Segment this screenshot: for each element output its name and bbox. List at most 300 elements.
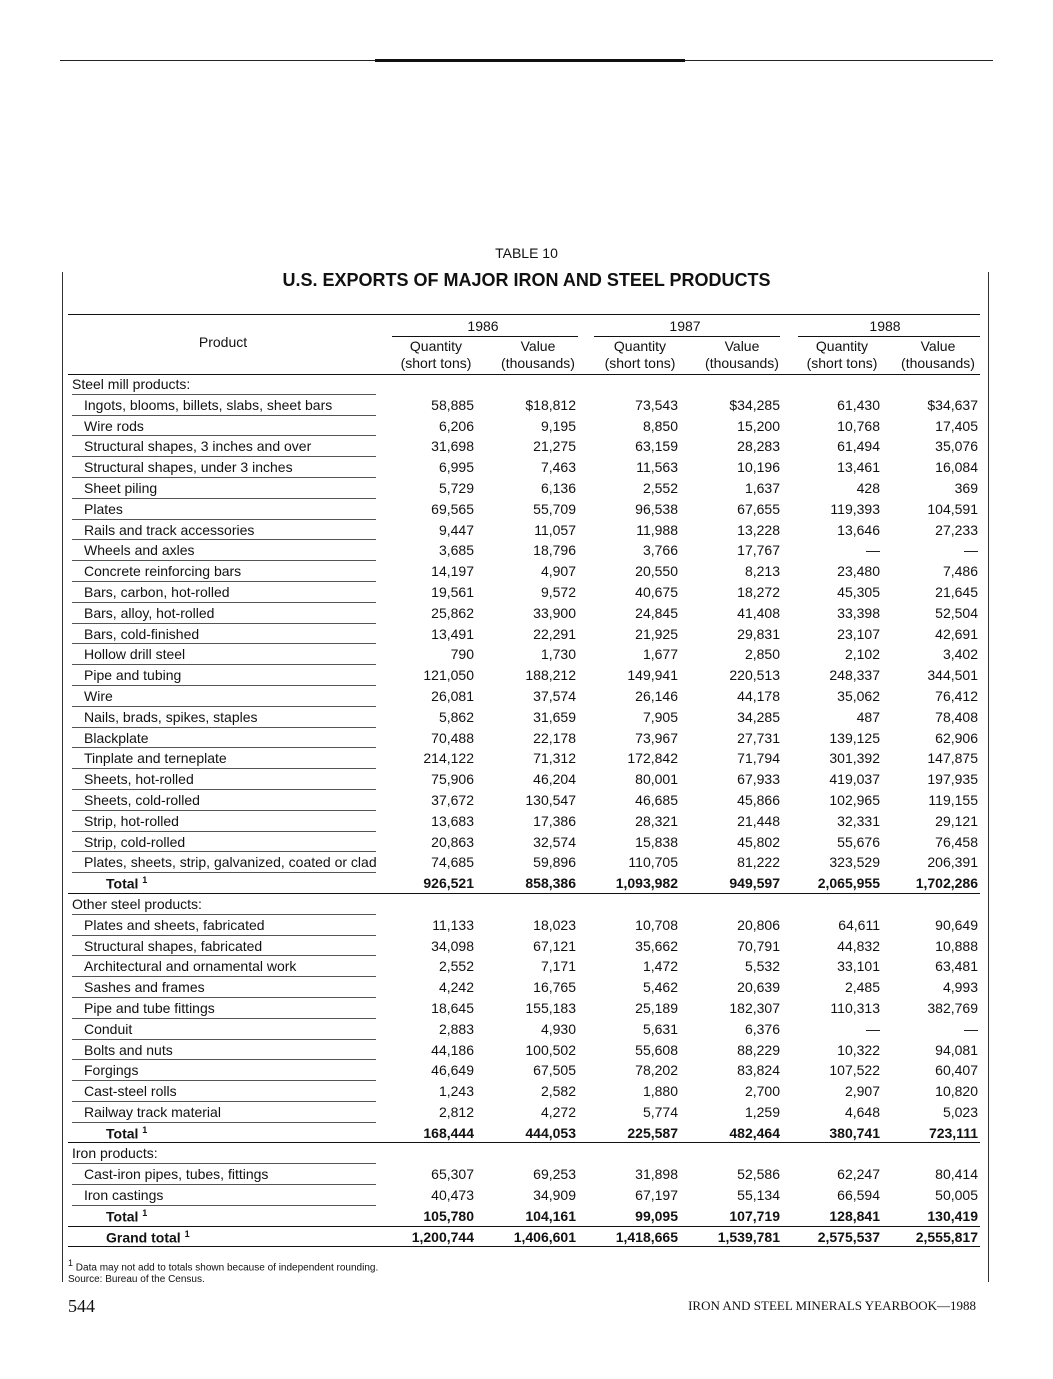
total-row (68, 873, 980, 894)
row-cell: 9,572 (540, 583, 576, 600)
row-cell: 42,691 (935, 625, 978, 642)
row-cell: 2,883 (438, 1020, 474, 1037)
row-cell: 11,563 (636, 459, 678, 476)
row-cell: 20,806 (737, 916, 780, 933)
row-cell: 18,796 (533, 542, 576, 559)
row-cell: 21,645 (935, 583, 978, 600)
table-row (68, 499, 980, 520)
row-cell: 40,473 (431, 1187, 474, 1204)
row-cell: 13,683 (431, 812, 474, 829)
row-cell: 10,820 (935, 1083, 978, 1100)
row-cell: 96,538 (635, 500, 678, 517)
row-cell: 301,392 (829, 750, 880, 767)
row-cell: 5,862 (438, 708, 474, 725)
row-cell: 147,875 (927, 750, 978, 767)
footnote: $^1$ Data may not add to totals shown because of independent rounding. (68, 1258, 379, 1274)
row-cell: 69,253 (533, 1166, 576, 1183)
row-cell: 33,900 (533, 604, 576, 621)
row-cell: 59,896 (533, 854, 576, 871)
row-cell: 33,398 (837, 604, 880, 621)
table-row (68, 790, 980, 811)
row-cell: 11,057 (534, 521, 576, 538)
row-cell: 13,461 (837, 459, 880, 476)
row-label: Concrete reinforcing bars (84, 563, 242, 580)
row-cell: 182,307 (729, 999, 780, 1016)
source-note: Source: Bureau of the Census. (68, 1274, 205, 1285)
row-cell: 55,608 (635, 1041, 678, 1058)
row-cell: 4,907 (540, 563, 576, 580)
table-row (68, 956, 980, 977)
row-cell: 14,197 (431, 563, 474, 580)
row-cell: 723,111 (928, 1124, 978, 1141)
table-row (68, 624, 980, 645)
row-cell: 5,729 (438, 479, 474, 496)
row-cell: 8,850 (642, 417, 678, 434)
row-cell: 4,993 (942, 979, 978, 996)
table-row (68, 1185, 980, 1206)
row-cell: 1,702,286 (915, 875, 978, 892)
row-label: Total $^1$ (106, 1207, 148, 1225)
row-cell: 105,780 (423, 1207, 474, 1224)
table-row (68, 457, 980, 478)
row-cell: 2,582 (540, 1083, 576, 1100)
row-label: Bolts and nuts (84, 1041, 173, 1058)
table-row (68, 977, 980, 998)
row-cell: 19,561 (431, 583, 474, 600)
row-label: Nails, brads, spikes, staples (84, 708, 258, 725)
row-cell: 44,178 (737, 687, 780, 704)
row-cell: 13,646 (837, 521, 880, 538)
row-cell: 7,463 (540, 459, 576, 476)
row-cell: 78,408 (935, 708, 978, 725)
row-cell: — (866, 1020, 880, 1037)
right-margin-rule (988, 272, 989, 1282)
row-cell: 83,824 (737, 1062, 780, 1079)
row-label: Bars, cold-finished (84, 625, 200, 642)
row-cell: 206,391 (927, 854, 978, 871)
row-cell: 58,885 (431, 396, 474, 413)
row-label: Strip, hot-rolled (84, 812, 179, 829)
row-cell: 33,101 (837, 958, 880, 975)
row-cell: 46,649 (431, 1062, 474, 1079)
top-rule-thick (375, 59, 685, 62)
row-label: Ingots, blooms, billets, slabs, sheet bars (84, 396, 333, 413)
row-cell: 9,447 (438, 521, 474, 538)
row-cell: 107,719 (729, 1207, 780, 1224)
row-cell: 225,587 (627, 1124, 678, 1141)
row-cell: 419,037 (829, 771, 880, 788)
row-cell: 949,597 (729, 875, 780, 892)
row-cell: 344,501 (927, 667, 978, 684)
table-row (68, 769, 980, 790)
row-cell: 128,841 (829, 1207, 880, 1224)
row-cell: 220,513 (729, 667, 780, 684)
row-cell: 32,331 (837, 812, 880, 829)
row-label: Tinplate and terneplate (84, 750, 227, 767)
row-cell: 428 (856, 479, 880, 496)
row-cell: 80,414 (935, 1166, 978, 1183)
left-margin-rule (62, 272, 63, 1282)
row-cell: 88,229 (737, 1041, 780, 1058)
row-cell: 62,906 (935, 729, 978, 746)
table-row (68, 915, 980, 936)
row-cell: 26,146 (635, 687, 678, 704)
row-cell: 15,200 (737, 417, 780, 434)
row-cell: 34,285 (737, 708, 780, 725)
row-cell: 2,485 (844, 979, 880, 996)
row-cell: 67,655 (737, 500, 780, 517)
row-cell: 149,941 (627, 667, 678, 684)
row-cell: 4,242 (438, 979, 474, 996)
row-cell: 23,480 (837, 563, 880, 580)
row-cell: 55,134 (737, 1187, 780, 1204)
row-cell: 76,458 (935, 833, 978, 850)
page-number: 544 (68, 1296, 95, 1316)
row-cell: 22,291 (533, 625, 576, 642)
row-cell: 16,765 (533, 979, 576, 996)
row-cell: 64,611 (838, 916, 880, 933)
row-cell: 10,888 (935, 937, 978, 954)
table-row (68, 1081, 980, 1102)
row-cell: 24,845 (635, 604, 678, 621)
row-label: Cast-steel rolls (84, 1083, 177, 1100)
row-cell: 27,233 (935, 521, 978, 538)
table-label: TABLE 10 (495, 245, 558, 261)
row-cell: 16,084 (935, 459, 978, 476)
table-body (68, 374, 980, 1247)
row-label: Total $^1$ (106, 1124, 148, 1142)
row-cell: 10,196 (737, 459, 780, 476)
header-year-1986: 1986 (467, 318, 499, 334)
row-cell: 1,259 (744, 1103, 780, 1120)
row-cell: 104,591 (927, 500, 978, 517)
row-cell: 37,574 (533, 687, 576, 704)
table-row (68, 603, 980, 624)
row-cell: 155,183 (525, 999, 576, 1016)
row-cell: 46,685 (635, 791, 678, 808)
table-row (68, 520, 980, 541)
row-cell: 35,062 (837, 687, 880, 704)
row-label: Grand total $^1$ (106, 1228, 190, 1246)
row-cell: $34,637 (927, 396, 978, 413)
row-cell: 2,102 (844, 646, 880, 663)
row-cell: 130,419 (927, 1207, 978, 1224)
row-label: Bars, carbon, hot-rolled (84, 583, 230, 600)
row-cell: 74,685 (431, 854, 474, 871)
row-cell: 26,081 (431, 687, 474, 704)
section-row (68, 894, 980, 915)
row-label: Pipe and tubing (84, 667, 182, 684)
table-row (68, 1040, 980, 1061)
row-cell: 69,565 (431, 500, 474, 517)
row-label: Wheels and axles (84, 542, 195, 559)
row-label: Other steel products: (72, 895, 202, 912)
row-label: Architectural and ornamental work (84, 958, 297, 975)
row-cell: 22,178 (533, 729, 576, 746)
row-cell: — (866, 542, 880, 559)
row-cell: 2,552 (642, 479, 678, 496)
row-cell: 35,662 (635, 937, 678, 954)
row-cell: 18,645 (431, 999, 474, 1016)
row-cell: 3,402 (942, 646, 978, 663)
row-cell: 369 (954, 479, 978, 496)
table-row (68, 811, 980, 832)
row-cell: 17,767 (737, 542, 780, 559)
header-value-1987: Value (thousands) (705, 338, 779, 371)
row-cell: 4,648 (844, 1103, 880, 1120)
row-cell: 139,125 (829, 729, 880, 746)
row-cell: 13,228 (737, 521, 780, 538)
row-cell: 1,243 (438, 1083, 474, 1100)
row-cell: 10,322 (837, 1041, 880, 1058)
row-cell: 76,412 (935, 687, 978, 704)
header-year-rule-1987 (594, 336, 780, 337)
row-cell: 790 (450, 646, 474, 663)
row-label: Structural shapes, under 3 inches (84, 459, 293, 476)
row-cell: 107,522 (829, 1062, 880, 1079)
row-label: Hollow drill steel (84, 646, 186, 663)
row-cell: 104,161 (525, 1207, 576, 1224)
table-row (68, 436, 980, 457)
row-cell: 25,189 (635, 999, 678, 1016)
row-cell: 110,705 (628, 854, 678, 871)
row-label: Sheets, hot-rolled (84, 771, 194, 788)
table-row (68, 936, 980, 957)
row-cell: 32,574 (533, 833, 576, 850)
row-label: Steel mill products: (72, 376, 191, 392)
row-cell: 248,337 (829, 667, 880, 684)
row-cell: 34,098 (431, 937, 474, 954)
row-cell: 121,050 (423, 667, 474, 684)
header-value-1986: Value (thousands) (501, 338, 575, 371)
row-cell: 13,491 (431, 625, 474, 642)
header-quantity-1987: Quantity (short tons) (604, 338, 676, 371)
row-label: Structural shapes, 3 inches and over (84, 438, 312, 455)
row-cell: 130,547 (525, 791, 576, 808)
table-row (68, 1164, 980, 1185)
row-cell: 1,539,781 (717, 1228, 780, 1245)
row-cell: 55,709 (533, 500, 576, 517)
row-label: Wire rods (84, 417, 144, 434)
table-title: U.S. EXPORTS OF MAJOR IRON AND STEEL PRODUCTS (282, 270, 771, 290)
running-footer: IRON AND STEEL MINERALS YEARBOOK—1988 (688, 1298, 976, 1313)
row-label: Wire (84, 687, 113, 704)
row-label: Sheet piling (84, 479, 158, 496)
table-row (68, 728, 980, 749)
total-row (68, 1206, 980, 1227)
row-cell: 31,898 (635, 1166, 678, 1183)
row-cell: 6,376 (744, 1020, 780, 1037)
row-cell: 55,676 (837, 833, 880, 850)
row-label: Sashes and frames (84, 979, 205, 996)
row-cell: 45,305 (837, 583, 880, 600)
row-cell: 1,200,744 (411, 1228, 474, 1245)
row-label: Bars, alloy, hot-rolled (84, 604, 215, 621)
row-cell: 11,133 (432, 916, 474, 933)
row-label: Plates and sheets, fabricated (84, 916, 265, 933)
row-cell: 6,995 (438, 459, 474, 476)
row-cell: 73,967 (635, 729, 678, 746)
row-label: Cast-iron pipes, tubes, fittings (84, 1166, 269, 1183)
row-cell: 214,122 (423, 750, 474, 767)
row-cell: 21,275 (533, 438, 576, 455)
row-cell: 29,121 (935, 812, 978, 829)
row-label: Rails and track accessories (84, 521, 255, 538)
row-cell: 168,444 (423, 1124, 474, 1141)
total-row (68, 1123, 980, 1144)
row-cell: 78,202 (635, 1062, 678, 1079)
row-cell: 3,685 (438, 542, 474, 559)
row-cell: 28,321 (635, 812, 678, 829)
row-cell: 487 (856, 708, 880, 725)
row-cell: 71,312 (533, 750, 576, 767)
row-cell: 46,204 (533, 771, 576, 788)
row-cell: 44,832 (837, 937, 880, 954)
row-cell: 2,700 (744, 1083, 780, 1100)
section-row (68, 374, 980, 395)
row-rule (68, 1246, 980, 1247)
row-cell: 323,529 (829, 854, 880, 871)
table-row (68, 748, 980, 769)
table-row (68, 1019, 980, 1040)
row-cell: 99,095 (635, 1207, 678, 1224)
row-cell: 1,880 (642, 1083, 678, 1100)
row-cell: 2,812 (438, 1103, 474, 1120)
row-cell: 7,905 (642, 708, 678, 725)
header-value-1988: Value (thousands) (901, 338, 975, 371)
row-label: Railway track material (84, 1103, 221, 1120)
row-cell: 197,935 (927, 771, 978, 788)
row-cell: — (964, 1020, 978, 1037)
table-row (68, 832, 980, 853)
row-label: Iron castings (84, 1187, 164, 1204)
row-label: Structural shapes, fabricated (84, 937, 263, 954)
row-cell: 67,121 (533, 937, 576, 954)
row-cell: 1,418,665 (615, 1228, 678, 1245)
row-cell: 2,065,955 (817, 875, 880, 892)
row-cell: 50,005 (935, 1187, 978, 1204)
row-cell: 29,831 (737, 625, 780, 642)
row-cell: 20,550 (635, 563, 678, 580)
row-cell: 31,698 (431, 438, 474, 455)
row-cell: 1,406,601 (513, 1228, 576, 1245)
row-cell: 5,023 (942, 1103, 978, 1120)
row-cell: 15,838 (635, 833, 678, 850)
row-cell: 61,494 (837, 438, 880, 455)
row-cell: 80,001 (635, 771, 678, 788)
row-cell: 62,247 (837, 1166, 880, 1183)
row-cell: 52,504 (935, 604, 978, 621)
row-cell: 61,430 (837, 396, 880, 413)
row-cell: 45,802 (737, 833, 780, 850)
row-cell: 34,909 (533, 1187, 576, 1204)
table-row (68, 644, 980, 665)
table-row (68, 1102, 980, 1123)
row-cell: 45,866 (737, 791, 780, 808)
row-cell: 1,637 (744, 479, 780, 496)
row-cell: 10,768 (837, 417, 880, 434)
row-cell: 5,774 (642, 1103, 678, 1120)
row-cell: 444,053 (525, 1124, 576, 1141)
row-cell: 17,405 (935, 417, 978, 434)
row-cell: 3,766 (642, 542, 678, 559)
row-cell: 20,639 (737, 979, 780, 996)
header-year-rule-1988 (798, 336, 980, 337)
row-cell: 17,386 (533, 812, 576, 829)
header-year-1987: 1987 (669, 318, 701, 334)
row-cell: 1,677 (642, 646, 678, 663)
table-row (68, 561, 980, 582)
row-cell: 2,552 (438, 958, 474, 975)
row-cell: 35,076 (935, 438, 978, 455)
row-cell: 60,407 (935, 1062, 978, 1079)
row-label: Total $^1$ (106, 875, 148, 892)
table-row (68, 582, 980, 603)
row-label: Forgings (84, 1062, 139, 1079)
row-cell: 52,586 (737, 1166, 780, 1183)
row-cell: 1,472 (642, 958, 678, 975)
row-cell: 21,448 (737, 812, 780, 829)
row-cell: 27,731 (737, 729, 780, 746)
table-row (68, 478, 980, 499)
row-cell: 2,850 (744, 646, 780, 663)
header-year-1988: 1988 (869, 318, 901, 334)
table-row (68, 707, 980, 728)
table-row (68, 665, 980, 686)
row-cell: 70,791 (737, 937, 780, 954)
table-row (68, 416, 980, 437)
row-cell: 4,930 (540, 1020, 576, 1037)
row-cell: 11,988 (636, 521, 678, 538)
header-quantity-1986: Quantity (short tons) (400, 338, 472, 371)
row-label: Strip, cold-rolled (84, 833, 186, 850)
row-cell: 188,212 (525, 667, 576, 684)
row-cell: 25,862 (431, 604, 474, 621)
row-cell: 119,393 (830, 500, 880, 517)
row-cell: 2,555,817 (915, 1228, 978, 1245)
row-cell: 37,672 (431, 791, 474, 808)
row-cell: 1,093,982 (615, 875, 678, 892)
row-cell: 100,502 (525, 1041, 576, 1058)
row-cell: 67,933 (737, 771, 780, 788)
row-cell: 40,675 (635, 583, 678, 600)
row-cell: 31,659 (533, 708, 576, 725)
row-cell: 5,532 (744, 958, 780, 975)
section-row (68, 1143, 980, 1164)
row-cell: 66,594 (837, 1187, 880, 1204)
table-row (68, 998, 980, 1019)
row-cell: 858,386 (525, 875, 576, 892)
row-cell: 44,186 (431, 1041, 474, 1058)
row-label: Plates, sheets, strip, galvanized, coated or clad (84, 854, 377, 871)
row-cell: 1,730 (540, 646, 576, 663)
row-cell: 67,505 (533, 1062, 576, 1079)
row-cell: 6,206 (438, 417, 474, 434)
row-cell: 67,197 (635, 1187, 678, 1204)
table-row (68, 852, 980, 873)
row-label: Pipe and tube fittings (84, 999, 215, 1016)
row-label: Plates (84, 500, 123, 517)
row-cell: 65,307 (431, 1166, 474, 1183)
row-cell: 4,272 (540, 1103, 576, 1120)
row-cell: $34,285 (729, 396, 780, 413)
row-cell: 7,171 (540, 958, 576, 975)
row-cell: 482,464 (729, 1124, 780, 1141)
row-cell: 110,313 (830, 999, 880, 1016)
row-cell: 81,222 (737, 854, 780, 871)
row-cell: 28,283 (737, 438, 780, 455)
table-row (68, 1060, 980, 1081)
